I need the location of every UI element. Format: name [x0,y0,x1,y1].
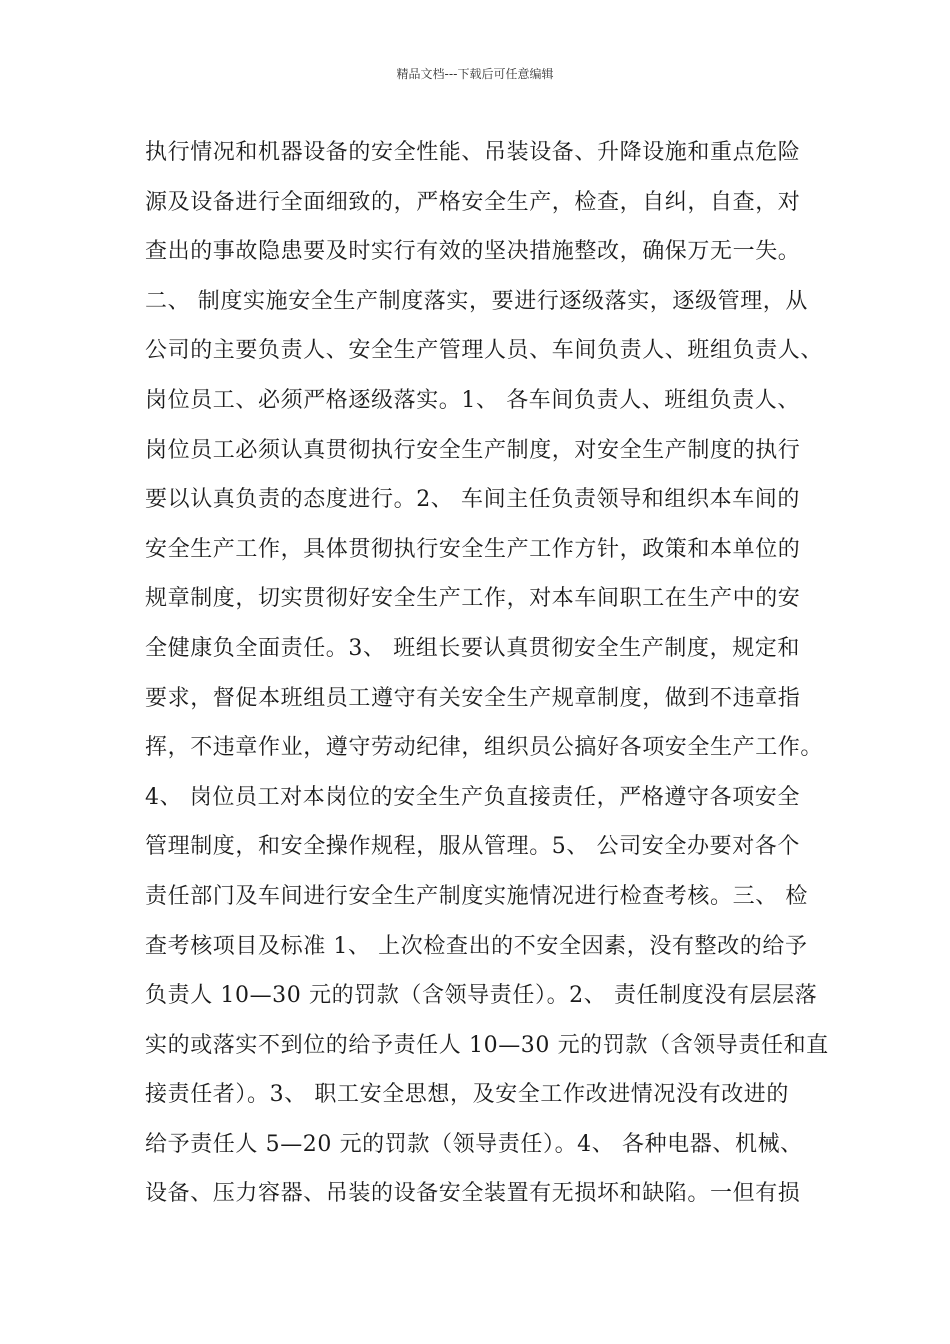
text-line: 负责人 10—30 元的罚款（含领导责任）。2、 责任制度没有层层落 [145,983,818,1009]
text-line: 执行情况和机器设备的安全性能、吊装设备、升降设施和重点危险 [145,140,801,165]
text-line: 二、 制度实施安全生产制度落实，要进行逐级落实，逐级管理，从 [145,288,808,314]
text-line: 公司的主要负责人、安全生产管理人员、车间负责人、班组负责人、 [145,338,824,364]
text-line: 要求，督促本班组员工遵守有关安全生产规章制度，做到不违章指 [145,685,801,711]
text-line: 设备、压力容器、吊装的设备安全装置有无损坏和缺陷。一但有损 [145,1181,801,1207]
text-line: 源及设备进行全面细致的，严格安全生产，检查，自纠，自查，对 [145,189,801,215]
text-line: 岗位员工必须认真贯彻执行安全生产制度，对安全生产制度的执行 [145,437,801,463]
text-line: 实的或落实不到位的给予责任人 10—30 元的罚款（含领导责任和直 [145,1032,829,1058]
text-line: 安全生产工作，具体贯彻执行安全生产工作方针，政策和本单位的 [145,536,801,562]
text-line: 全健康负全面责任。3、 班组长要认真贯彻安全生产制度，规定和 [145,635,800,661]
text-line: 给予责任人 5—20 元的罚款（领导责任）。4、 各种电器、机械、 [145,1131,803,1157]
text-line: 接责任者）。3、 职工安全思想，及安全工作改进情况没有改进的 [145,1082,789,1108]
text-line: 岗位员工、必须严格逐级落实。1、 各车间负责人、班组负责人、 [145,387,800,413]
text-line: 要以认真负责的态度进行。2、 车间主任负责领导和组织本车间的 [145,487,800,513]
page-header: 精品文档---下载后可任意编辑 [396,67,554,81]
text-line: 查出的事故隐患要及时实行有效的坚决措施整改，确保万无一失。 [145,239,801,265]
text-line: 管理制度，和安全操作规程，服从管理。5、 公司安全办要对各个 [145,834,800,860]
text-line: 挥，不违章作业，遵守劳动纪律，组织员公搞好各项安全生产工作。 [145,735,824,761]
text-line: 规章制度，切实贯彻好安全生产工作，对本车间职工在生产中的安 [145,586,801,612]
text-line: 查考核项目及标准 1、 上次检查出的不安全因素，没有整改的给予 [145,933,808,959]
document-body [145,128,829,1219]
text-line: 责任部门及车间进行安全生产制度实施情况进行检查考核。三、 检 [145,883,808,909]
text-line: 4、 岗位员工对本岗位的安全生产负直接责任，严格遵守各项安全 [145,784,800,810]
